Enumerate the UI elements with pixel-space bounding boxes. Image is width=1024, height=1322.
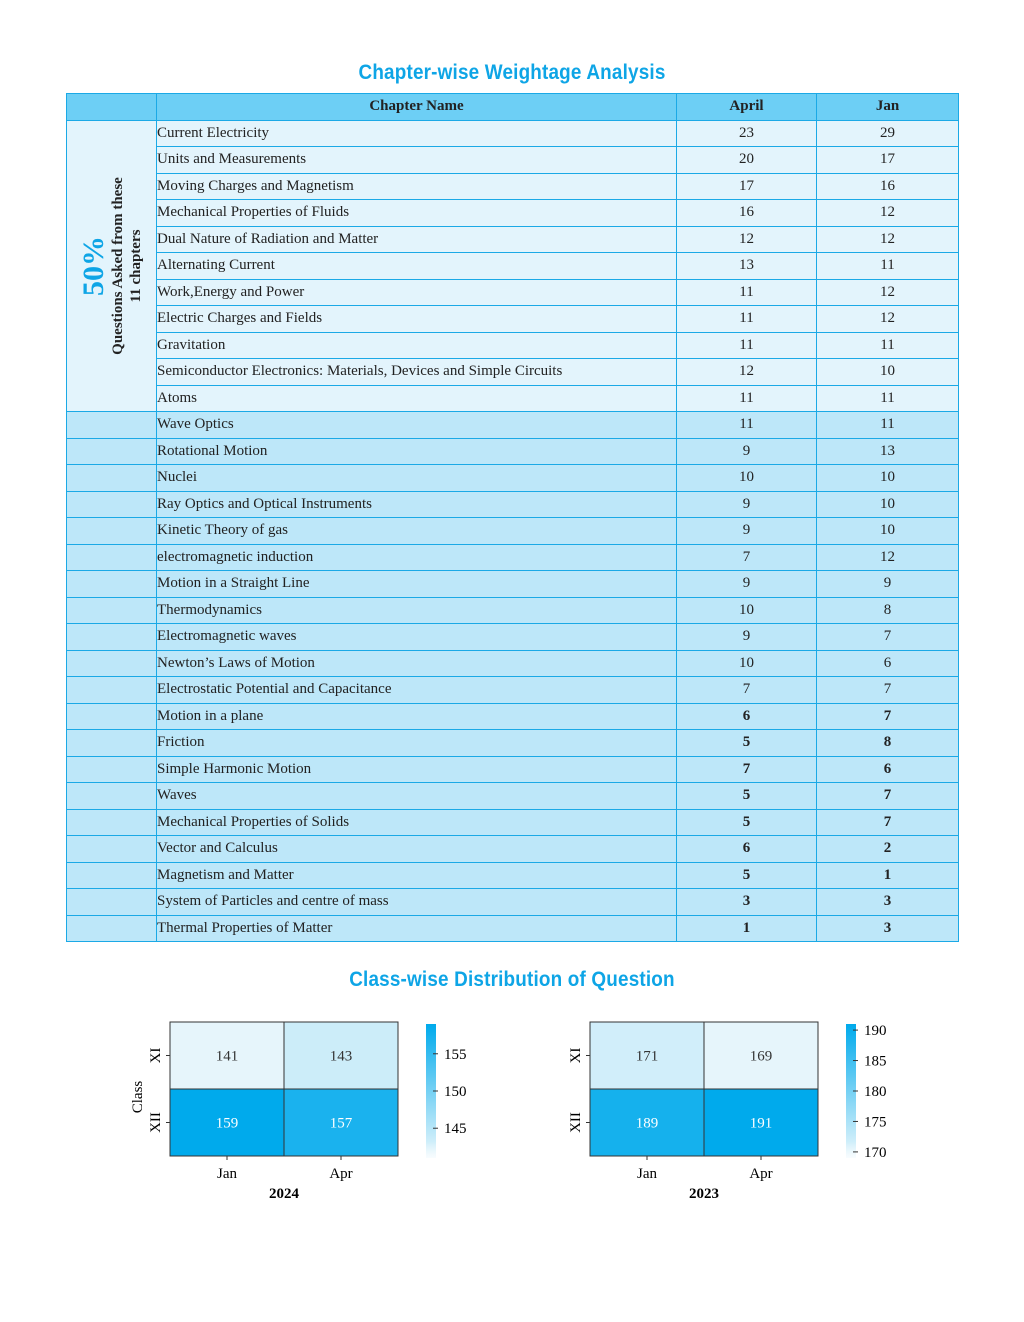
table-row [67,306,959,333]
chapter-name: Nuclei [157,465,677,492]
chapter-name: electromagnetic induction [157,544,677,571]
heatmap-cell-value: 189 [635,1115,659,1132]
table-row [67,491,959,518]
heatmap-2023 [540,1012,920,1212]
chapter-name: Simple Harmonic Motion [157,756,677,783]
heatmap-cell [284,1089,398,1156]
chapter-name: Kinetic Theory of gas [157,518,677,545]
april-count: 5 [677,730,817,757]
chapter-name: Electrostatic Potential and Capacitance [157,677,677,704]
april-count: 9 [677,518,817,545]
table-row [67,359,959,386]
chapter-name: Newton’s Laws of Motion [157,650,677,677]
blank-cell [67,544,157,571]
blank-cell [67,597,157,624]
blank-cell [67,650,157,677]
april-count: 10 [677,465,817,492]
blank-cell [67,624,157,651]
april-count: 23 [677,120,817,147]
table-row [67,200,959,227]
chapter-name: Electric Charges and Fields [157,306,677,333]
jan-count: 13 [817,438,959,465]
jan-count: 6 [817,650,959,677]
jan-count: 10 [817,359,959,386]
april-count: 9 [677,571,817,598]
chapter-name: Ray Optics and Optical Instruments [157,491,677,518]
side-text-line1: Questions Asked from these [109,176,126,355]
jan-count: 3 [817,915,959,942]
table-row [67,465,959,492]
chapter-name: Dual Nature of Radiation and Matter [157,226,677,253]
jan-count: 11 [817,332,959,359]
chapter-name: Alternating Current [157,253,677,280]
table-row [67,412,959,439]
table-row [67,862,959,889]
jan-count: 17 [817,147,959,174]
april-count: 10 [677,597,817,624]
heatmap-cell-value: 171 [635,1048,659,1065]
jan-count: 1 [817,862,959,889]
chapter-name: Semiconductor Electronics: Materials, Devices and Simple Circuits [157,359,677,386]
table-row [67,120,959,147]
chapter-name: Thermodynamics [157,597,677,624]
header-jan: Jan [817,94,959,121]
heatmap-cell [590,1089,704,1156]
jan-count: 16 [817,173,959,200]
chapter-name: Motion in a plane [157,703,677,730]
y-tick-label: XI [568,1047,584,1064]
heatmap-cell-value: 169 [749,1048,773,1065]
blank-cell [67,491,157,518]
table-row [67,147,959,174]
april-count: 10 [677,650,817,677]
heatmap-cell [284,1022,398,1089]
jan-count: 3 [817,889,959,916]
april-count: 11 [677,279,817,306]
blank-cell [67,730,157,757]
chapter-name: Motion in a Straight Line [157,571,677,598]
chapter-name: Rotational Motion [157,438,677,465]
april-count: 17 [677,173,817,200]
april-count: 5 [677,862,817,889]
table-row [67,809,959,836]
x-tick-label: Jan [217,1166,237,1182]
heatmap-cell-value: 143 [329,1048,353,1065]
heatmap-2024 [120,1012,500,1212]
blank-cell [67,703,157,730]
jan-count: 8 [817,730,959,757]
weightage-table [66,93,959,942]
table-row [67,650,959,677]
table-row [67,889,959,916]
april-count: 5 [677,783,817,810]
chapter-name: Work,Energy and Power [157,279,677,306]
table-row [67,253,959,280]
blank-cell [67,571,157,598]
jan-count: 12 [817,306,959,333]
x-tick-label: Jan [637,1166,657,1182]
x-axis-label: 2024 [269,1186,299,1202]
colorbar-tick-label: 185 [864,1053,887,1070]
y-tick-label: XI [148,1047,164,1064]
jan-count: 29 [817,120,959,147]
april-count: 7 [677,756,817,783]
jan-count: 10 [817,465,959,492]
side-note [67,120,157,412]
heatmap-cell-value: 141 [215,1048,239,1065]
april-count: 6 [677,703,817,730]
april-count: 7 [677,677,817,704]
april-count: 13 [677,253,817,280]
colorbar-tick-label: 155 [444,1046,467,1063]
chapter-name: Atoms [157,385,677,412]
jan-count: 9 [817,571,959,598]
chapter-name: Current Electricity [157,120,677,147]
jan-count: 12 [817,279,959,306]
blank-cell [67,518,157,545]
table-header-row [67,94,959,121]
colorbar-tick-label: 170 [864,1144,887,1161]
table-row [67,624,959,651]
side-note-text [76,176,145,355]
april-count: 12 [677,226,817,253]
blank-cell [67,412,157,439]
april-count: 6 [677,836,817,863]
table-row [67,756,959,783]
colorbar-tick-label: 175 [864,1114,887,1131]
table-row [67,438,959,465]
table-row [67,597,959,624]
april-count: 1 [677,915,817,942]
heatmap-cell [704,1022,818,1089]
side-percent: 50% [76,235,110,296]
blank-cell [67,862,157,889]
y-axis-label: Class [130,1080,146,1114]
heatmap-cell [170,1022,284,1089]
jan-count: 7 [817,677,959,704]
april-count: 11 [677,412,817,439]
heatmap-cell-value: 157 [329,1115,353,1132]
chapter-name: Magnetism and Matter [157,862,677,889]
colorbar-tick-label: 180 [864,1084,887,1100]
header-chapter-name: Chapter Name [157,94,677,121]
chapter-name: Electromagnetic waves [157,624,677,651]
blank-cell [67,783,157,810]
header-blank [67,94,157,121]
x-axis-label: 2023 [689,1186,719,1202]
y-tick-label: XII [568,1112,584,1133]
chapter-name: Wave Optics [157,412,677,439]
chapter-name: Gravitation [157,332,677,359]
chapter-name: Mechanical Properties of Solids [157,809,677,836]
april-count: 11 [677,332,817,359]
blank-cell [67,836,157,863]
april-count: 11 [677,306,817,333]
blank-cell [67,889,157,916]
jan-count: 7 [817,783,959,810]
april-count: 12 [677,359,817,386]
heatmap-section-title: Class-wise Distribution of Question [349,968,675,991]
jan-count: 11 [817,412,959,439]
heatmap-cell-value: 191 [749,1115,773,1132]
jan-count: 6 [817,756,959,783]
y-tick-label: XII [148,1112,164,1133]
table-row [67,544,959,571]
table-row [67,836,959,863]
jan-count: 8 [817,597,959,624]
heatmap-cell [590,1022,704,1089]
april-count: 11 [677,385,817,412]
table-row [67,279,959,306]
x-tick-label: Apr [329,1166,353,1182]
jan-count: 12 [817,544,959,571]
table-row [67,385,959,412]
jan-count: 7 [817,703,959,730]
blank-cell [67,809,157,836]
jan-count: 10 [817,491,959,518]
colorbar-tick-label: 145 [444,1121,467,1138]
heatmap-cell [704,1089,818,1156]
chapter-name: Thermal Properties of Matter [157,915,677,942]
april-count: 3 [677,889,817,916]
table-row [67,571,959,598]
header-april: April [677,94,817,121]
heatmap-cell-value: 159 [215,1115,239,1132]
table-row [67,226,959,253]
table-row [67,915,959,942]
chapter-name: Moving Charges and Magnetism [157,173,677,200]
jan-count: 2 [817,836,959,863]
colorbar-tick-label: 150 [444,1084,467,1100]
table-row [67,730,959,757]
chapter-name: System of Particles and centre of mass [157,889,677,916]
table-row [67,703,959,730]
jan-count: 7 [817,809,959,836]
blank-cell [67,756,157,783]
jan-count: 11 [817,253,959,280]
jan-count: 12 [817,226,959,253]
april-count: 9 [677,438,817,465]
table-row [67,677,959,704]
table-row [67,518,959,545]
april-count: 16 [677,200,817,227]
jan-count: 7 [817,624,959,651]
x-tick-label: Apr [749,1166,773,1182]
heatmap-cell [170,1089,284,1156]
blank-cell [67,677,157,704]
blank-cell [67,465,157,492]
april-count: 5 [677,809,817,836]
chapter-name: Mechanical Properties of Fluids [157,200,677,227]
april-count: 7 [677,544,817,571]
chapter-name: Units and Measurements [157,147,677,174]
blank-cell [67,438,157,465]
table-row [67,173,959,200]
chapter-name: Vector and Calculus [157,836,677,863]
april-count: 9 [677,491,817,518]
page-title: Chapter-wise Weightage Analysis [358,61,666,84]
april-count: 20 [677,147,817,174]
chapter-name: Waves [157,783,677,810]
blank-cell [67,915,157,942]
jan-count: 12 [817,200,959,227]
april-count: 9 [677,624,817,651]
table-row [67,783,959,810]
side-text-line2: 11 chapters [127,229,144,303]
chapter-name: Friction [157,730,677,757]
colorbar-tick-label: 190 [864,1023,887,1040]
jan-count: 10 [817,518,959,545]
jan-count: 11 [817,385,959,412]
table-row [67,332,959,359]
